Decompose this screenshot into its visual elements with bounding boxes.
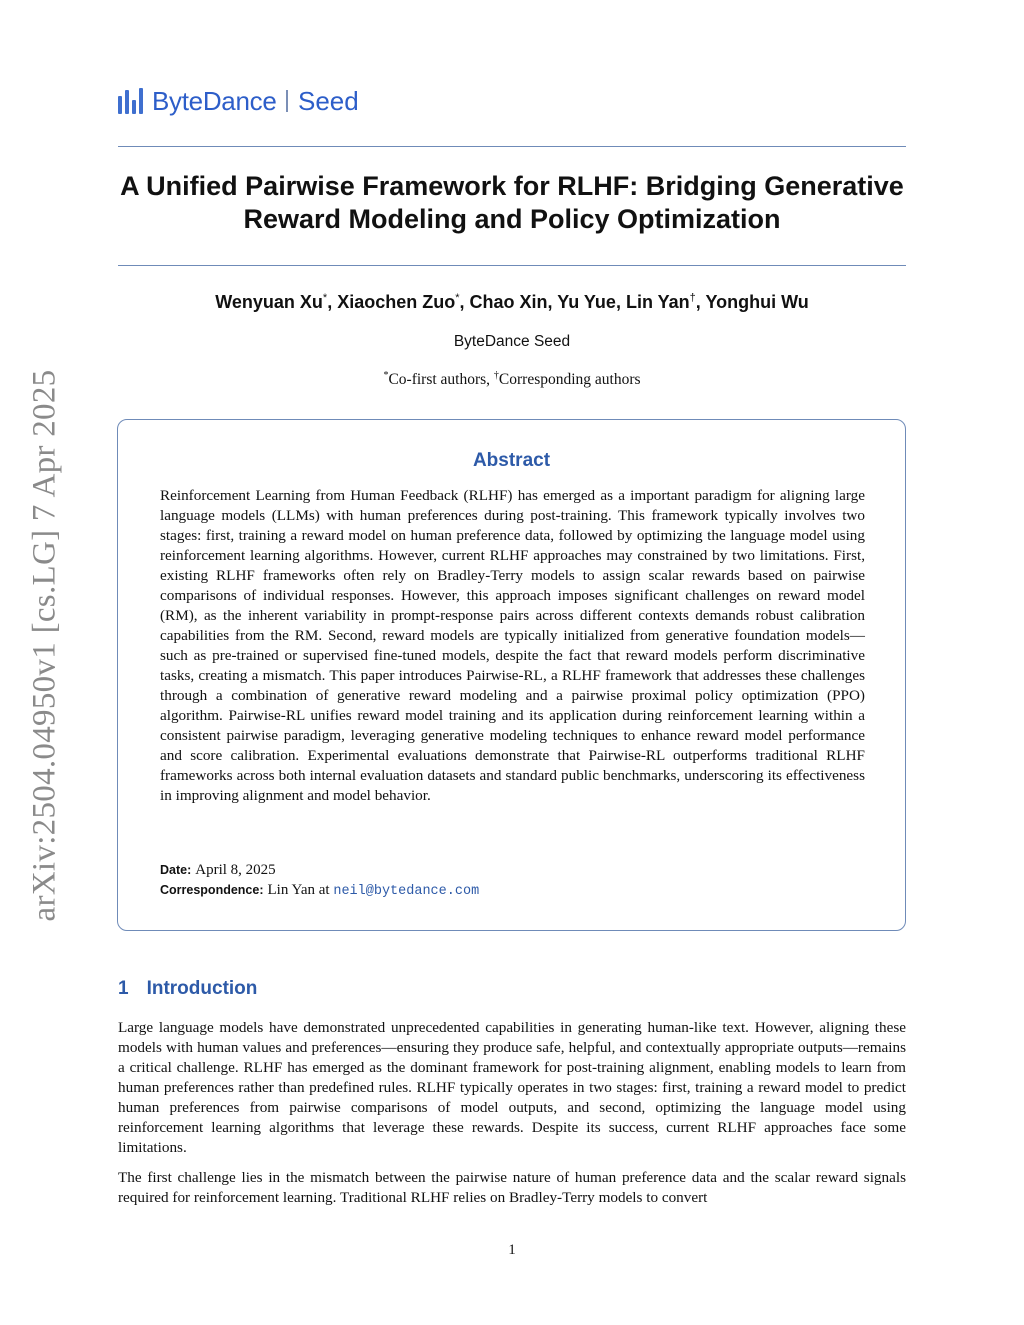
author-name: Xiaochen Zuo [337,292,456,312]
author-name: Wenyuan Xu [215,292,323,312]
abstract-heading: Abstract [472,450,551,471]
correspondence-name: Lin Yan at [267,882,330,898]
abstract-text: Reinforcement Learning from Human Feedback (RLHF) has emerged as a important paradigm for aligning large language models (LLMs) with human preferences during post-training. This framework typically involves two stages: first, training a reward model on human preference data, followed by optimizing the language model using reinforcement learning algorithms. However, current RLHF approaches may constrained by two limitations. First, existing RLHF frameworks often rely on Bradley-Terry models to assign scalar rewards based on pairwise comparisons of individual responses. However, this approach imposes significant challenges on reward model (RM), as the inherent variability in prompt-response pairs across different contexts demands robust calibration capabilities from the RM. Second, reward models are typically initialized from generative foundation models—such as pre-trained or supervised fine-tuned models, despite the fact that reward models perform discriminative tasks, creating a mismatch. This paper introduces Pairwise-RL, a RLHF framework that addresses these challenges through a combination of generative reward modeling and a pairwise proximal policy optimization (PPO) algorithm. Pairwise-RL unifies reward model training and its application during reinforcement learning within a consistent pairwise paradigm, leveraging generative modeling techniques to enhance reward model performance and score calibration. Experimental evaluations demonstrate that Pairwise-RL outperforms traditional RLHF frameworks across both internal evaluation datasets and standard public benchmarks, underscoring its effectiveness in improving alignment and model behavior. [160,487,865,804]
correspondence-line [160,882,479,899]
top-rule [118,146,906,147]
affiliation: ByteDance Seed [453,333,571,350]
arxiv-identifier: arXiv:2504.04950v1 [cs.LG] 7 Apr 2025 [26,369,63,921]
author-mark: * [455,292,460,304]
intro-paragraph-2: The first challenge lies in the mismatch between the pairwise nature of human preference data and the scalar reward signals required for reinforcement learning. Traditional RLHF relies on Bradley-Terry models to convert [118,1169,906,1206]
author-name: Yu Yue [557,292,616,312]
intro-paragraph-1: Large language models have demonstrated unprecedented capabilities in generating human-like text. However, aligning these models with human values and preferences—ensuring they produce safe, helpful, and contextually appropriate outputs—remains a critical challenge. RLHF has emerged as the dominant framework for post-training alignment, enabling models to learn from human preferences rather than predefined rules. RLHF typically operates in two stages: first, training a reward model to predict human preferences from pairwise comparisons of model outputs, and second, optimizing the language model using reinforcement learning algorithms that leverage these rewards. Despite its success, current RLHF approaches face some limitations. [118,1019,906,1156]
correspondence-label: Correspondence: [160,883,264,897]
abstract-box [117,419,906,931]
author-note: *Co-first authors, †Corresponding authors [383,370,641,389]
author-mark: † [689,292,696,304]
title-rule [118,265,906,266]
author-mark: * [322,292,328,304]
section-number: 1 [118,978,129,999]
section-heading-introduction [118,978,257,1000]
logo-bars-icon [118,88,143,114]
author-name: Yonghui Wu [705,292,809,312]
date-label: Date: [160,863,192,877]
page-number: 1 [508,1242,516,1258]
author-name: Lin Yan [625,292,690,312]
correspondence-email-link[interactable]: neil@bytedance.com [333,884,480,899]
date-line [160,862,276,879]
logo-product: Seed [297,85,359,116]
author-name: Chao Xin [469,292,548,312]
section-title: Introduction [146,978,258,999]
author-list: Wenyuan Xu*, Xiaochen Zuo*, Chao Xin, Yu Yue, Lin Yan†, Yonghui Wu [215,292,809,312]
paper-title: A Unified Pairwise Framework for RLHF: Bridging Generative Reward Modeling and Policy Optimization [120,171,904,234]
date-value: April 8, 2025 [195,862,276,878]
arxiv-stamp [14,360,76,930]
logo-brand: ByteDance [152,85,277,116]
logo-separator [286,90,288,112]
bytedance-seed-logo [118,84,359,118]
